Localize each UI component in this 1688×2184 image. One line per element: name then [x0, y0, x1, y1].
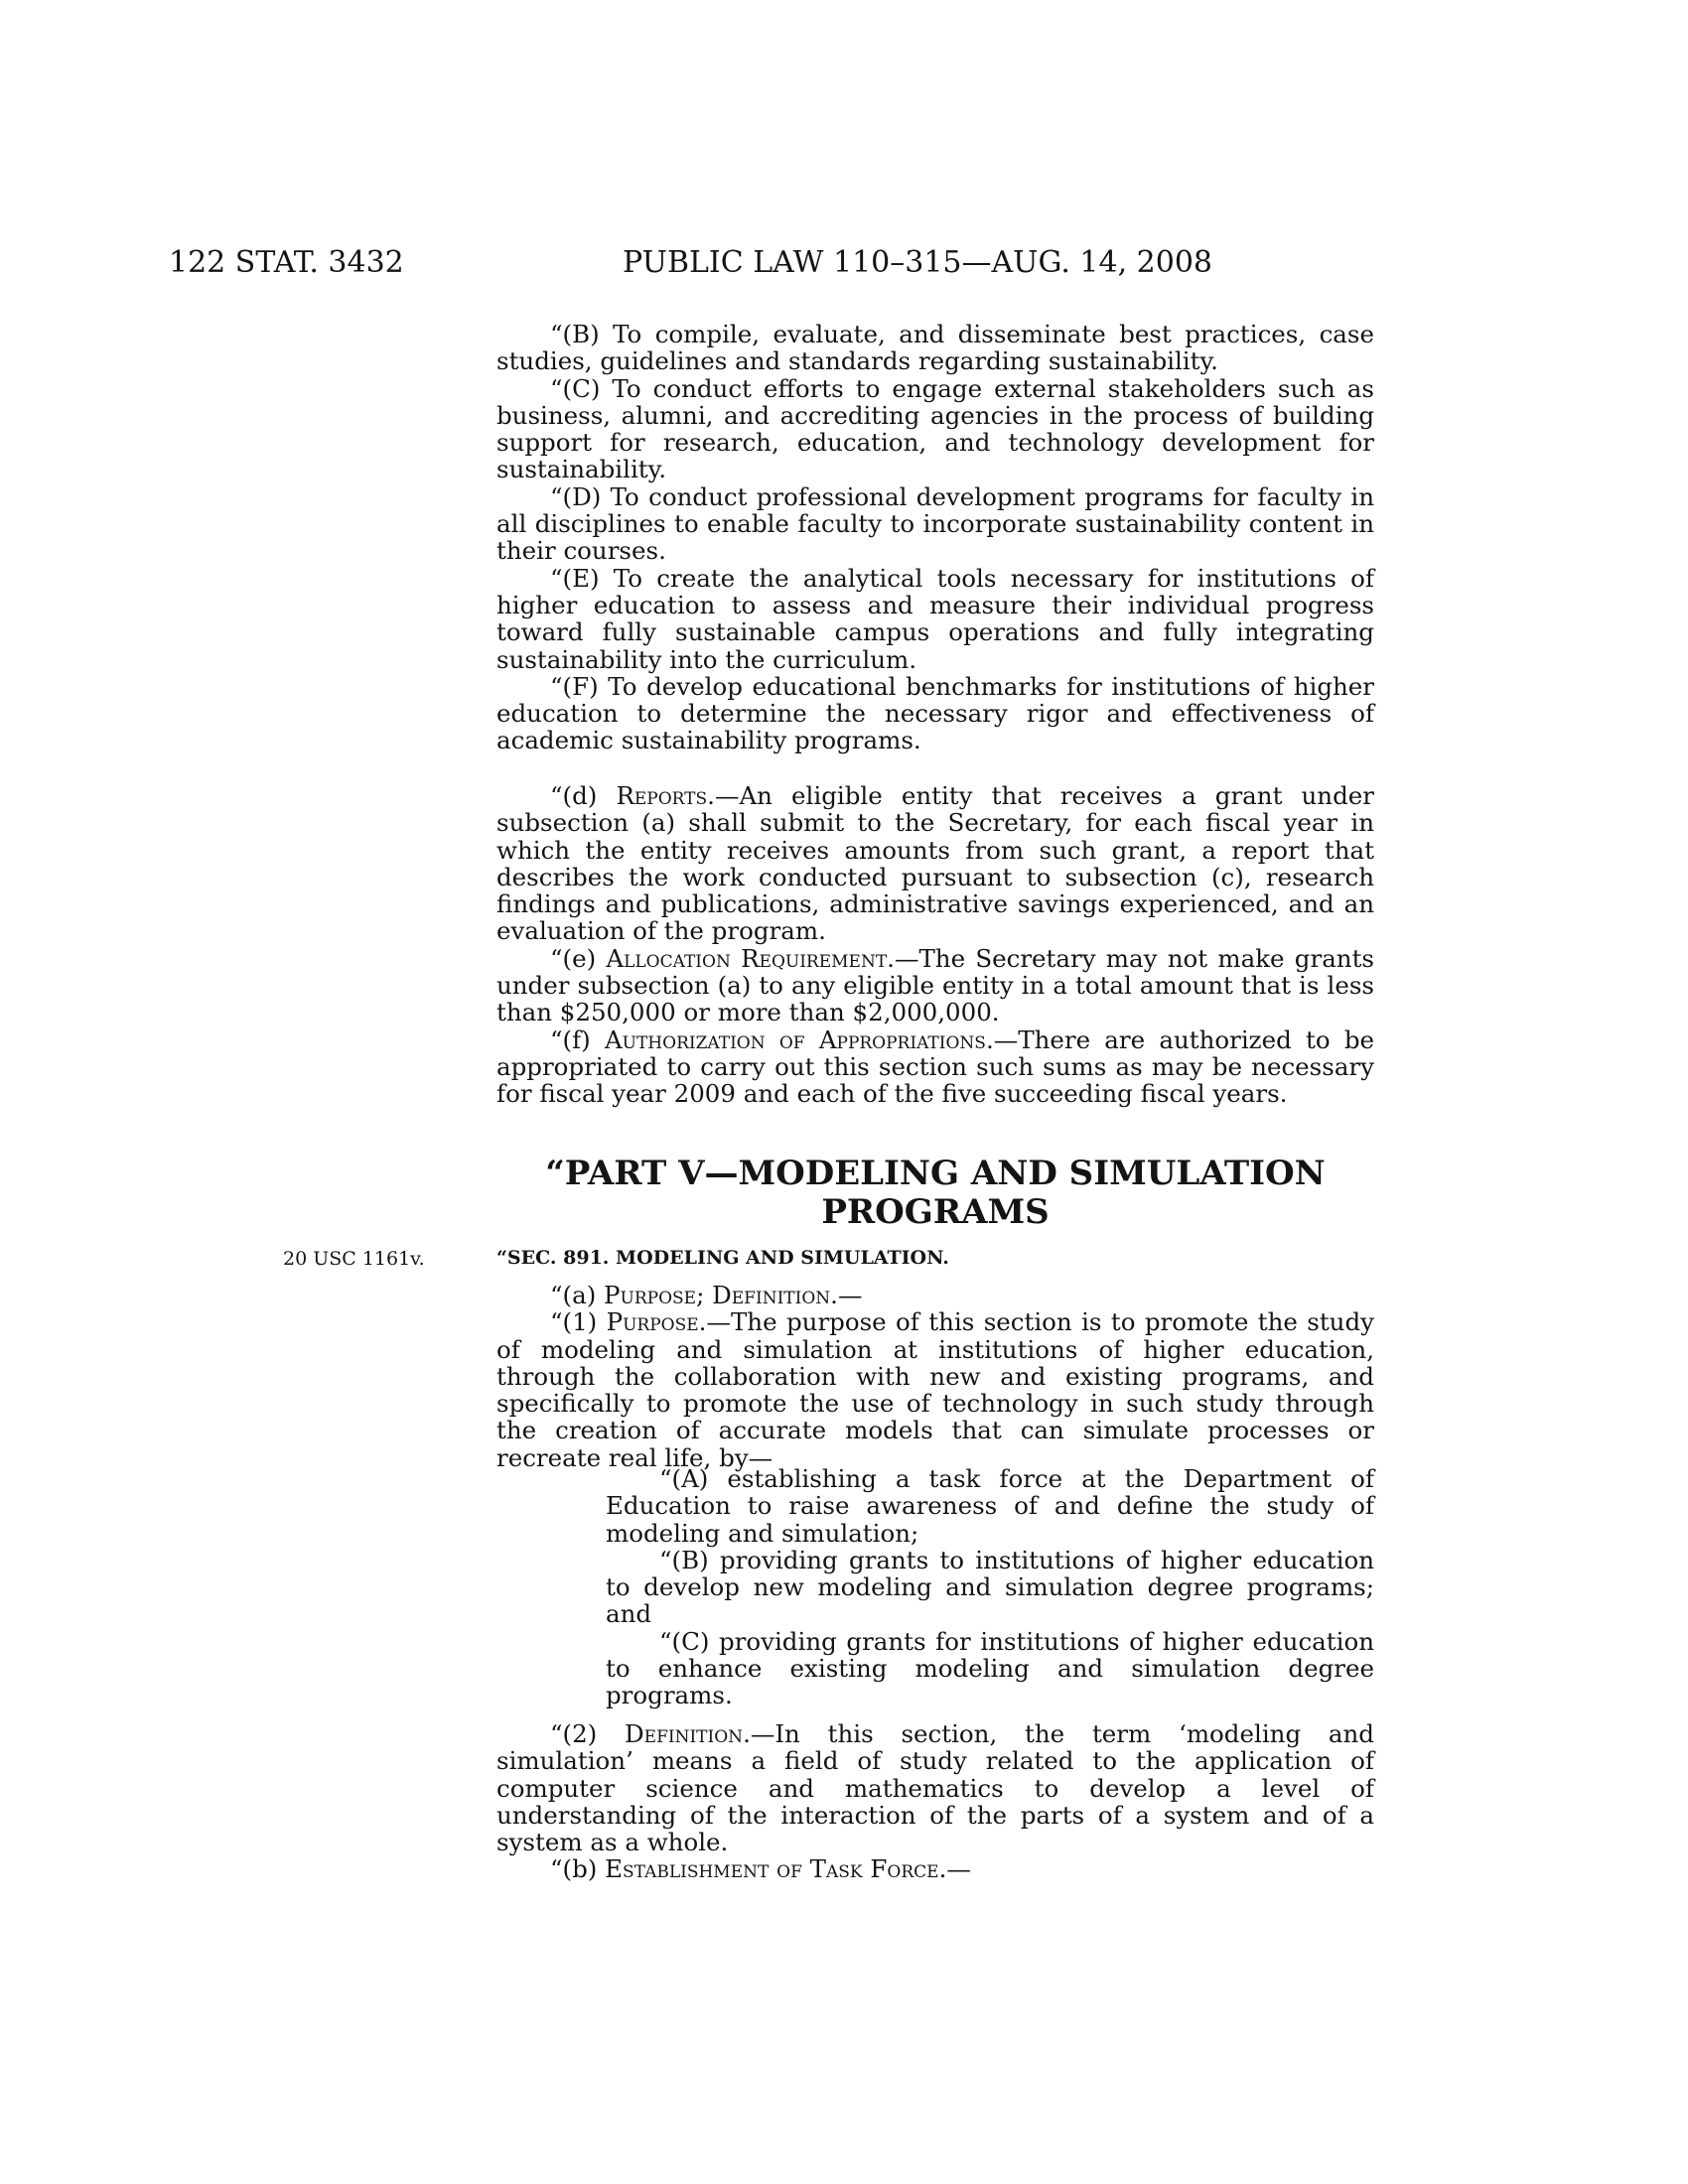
page-number-header: 122 STAT. 3432	[169, 245, 404, 280]
subsection-d-reports: “(d) Reports.—An eligible entity that receives a grant under subsection (a) shall submit to the Secretary, for each fiscal year in which the entity receives amounts from such grant, a report that describes the work conducted pursuant to subsection (c), research findings and publications, administrative savings experienced, and an evaluation of the program.	[496, 781, 1374, 946]
subparagraph-f: “(F) To develop educational benchmarks for institutions of higher education to determine the necessary rigor and effectiveness of academic sustainability programs.	[496, 671, 1374, 755]
subparagraph-b-new-programs: “(B) providing grants to institutions of higher education to develop new modeling and simulation degree programs; and	[606, 1545, 1374, 1629]
usc-margin-note: 20 USC 1161v.	[283, 1248, 425, 1270]
paragraph-2-definition: “(2) Definition.—In this section, the term ‘modeling and simulation’ means a field of study related to the application of computer science and mathematics to develop a level of understanding of the interaction of the parts of a system and of a system as a whole.	[496, 1719, 1374, 1857]
subparagraph-c-existing-programs: “(C) providing grants for institutions of higher education to enhance existing modeling and simulation degree programs.	[606, 1626, 1374, 1710]
subsection-heading: Reports	[616, 781, 708, 810]
subparagraph-a-task-force: “(A) establishing a task force at the Department of Education to raise awareness of and define the study of modeling and simulation;	[606, 1464, 1374, 1548]
subsection-heading: Authorization of Appropriations	[604, 1024, 986, 1054]
subparagraph-d: “(D) To conduct professional development programs for faculty in all disciplines to enable faculty to incorporate sustainability content in their courses.	[496, 481, 1374, 566]
part-title	[496, 1155, 1374, 1232]
section-891-a	[496, 1282, 1374, 1471]
subsection-b-heading: “(b) Establishment of Task Force.—	[550, 1854, 971, 1884]
paragraph-1-purpose: “(1) Purpose.—The purpose of this section is to promote the study of modeling and simulation at institutions of higher education, through the collaboration with new and existing programs, and specifically to promote the use of technology in such study through the creation of accurate models that can simulate processes or recreate real life, by—	[496, 1307, 1374, 1472]
subparagraphs-b-to-f	[496, 321, 1374, 754]
section-891-a2-b	[496, 1720, 1374, 1883]
subsection-e-allocation: “(e) Allocation Requirement.—The Secretary may not make grants under subsection (a) to any eligible entity in a total amount that is less than $250,000 or more than $2,000,000.	[496, 943, 1375, 1027]
subparagraph-c: “(C) To conduct efforts to engage external stakeholders such as business, alumni, and accrediting agencies in the process of building support for research, education, and technology development for sustainability.	[496, 373, 1374, 484]
subparagraph-b: “(B) To compile, evaluate, and disseminate best practices, case studies, guidelines and standards regarding sustainability.	[496, 320, 1374, 376]
subparagraph-e: “(E) To create the analytical tools necessary for institutions of higher education to assess and measure their individual progress toward fully sustainable campus operations and fully integrating sustainability into the curriculum.	[496, 563, 1374, 674]
public-law-header: PUBLIC LAW 110–315—AUG. 14, 2008	[623, 245, 1213, 280]
subparagraphs-a-to-c	[606, 1465, 1374, 1709]
part-title-line2: PROGRAMS	[821, 1192, 1050, 1232]
part-title-line1: “PART V—MODELING AND SIMULATION	[545, 1154, 1326, 1193]
subsections-d-to-f	[496, 782, 1374, 1108]
subsection-heading: Allocation Requirement	[606, 943, 888, 973]
subsection-f-authorization: “(f) Authorization of Appropriations.—There are authorized to be appropriated to carry out this section such sums as may be necessary for fiscal year 2009 and each of the five succeeding fiscal years.	[496, 1024, 1374, 1109]
subsection-a-heading: “(a) Purpose; Definition.—	[550, 1281, 863, 1309]
section-heading: “SEC. 891. MODELING AND SIMULATION.	[496, 1247, 949, 1269]
